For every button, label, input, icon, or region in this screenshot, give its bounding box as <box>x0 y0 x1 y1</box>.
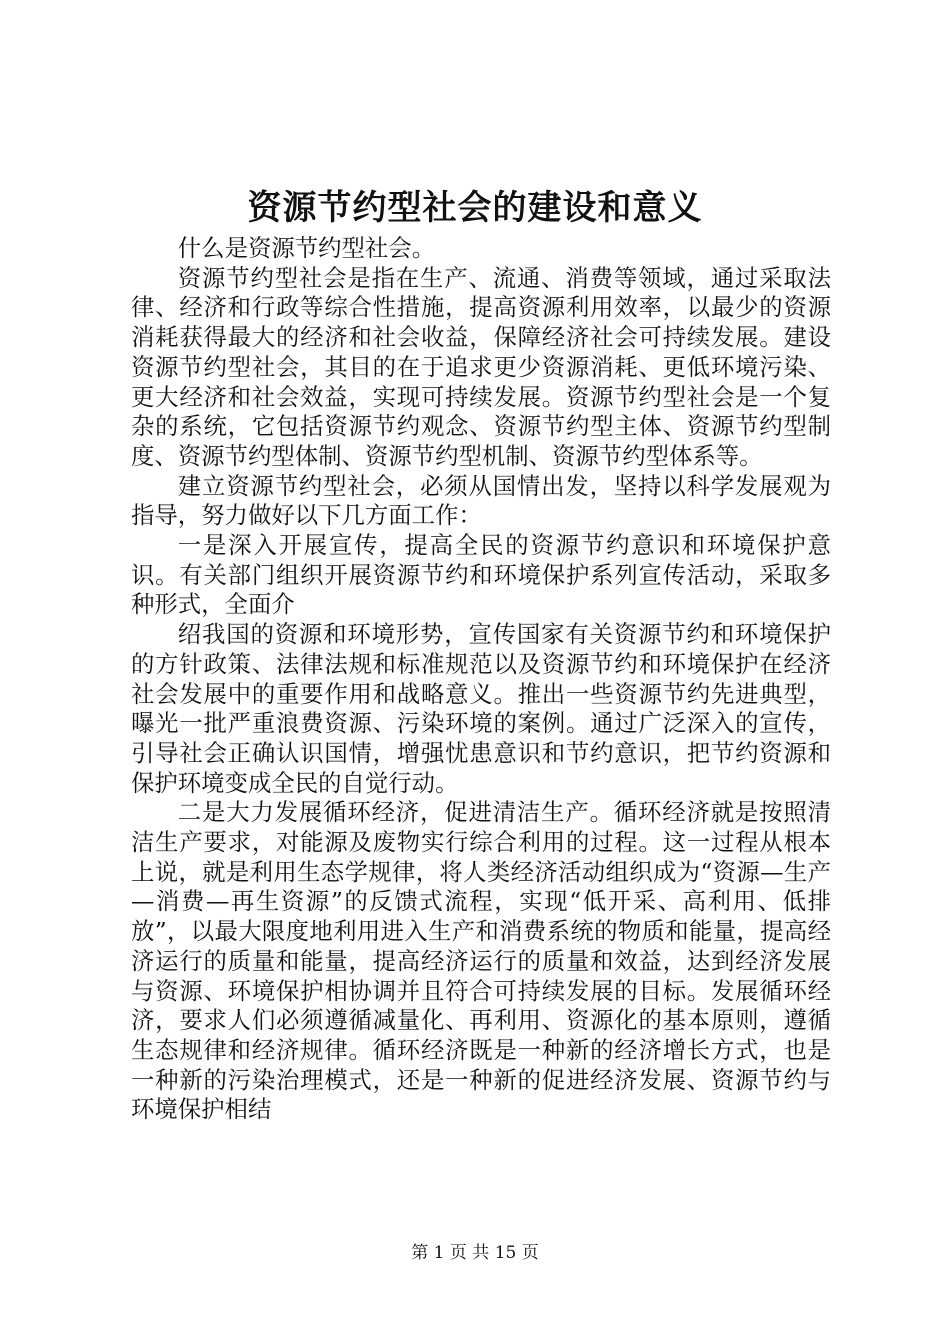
paragraph-point-one-continued: 绍我国的资源和环境形势，宣传国家有关资源节约和环境保护的方针政策、法律法规和标准规范以及资源节约和环境保护在经济社会发展中的重要作用和战略意义。推出一些资源节约先进典型，曝光一批严重浪费资源、污染环境的案例。通过广泛深入的宣传，引导社会正确认识国情，增强忧患意识和节约意识，把节约资源和保护环境变成全民的自觉行动。 <box>131 620 831 797</box>
paragraph-approach: 建立资源节约型社会，必须从国情出发，坚持以科学发展观为指导，努力做好以下几方面工作： <box>131 471 831 530</box>
document-body <box>131 234 831 1125</box>
paragraph-definition: 资源节约型社会是指在生产、流通、消费等领域，通过采取法律、经济和行政等综合性措施，提高资源利用效率，以最少的资源消耗获得最大的经济和社会收益，保障经济社会可持续发展。建设资源节约型社会，其目的在于追求更少资源消耗、更低环境污染、更大经济和社会效益，实现可持续发展。资源节约型社会是一个复杂的系统，它包括资源节约观念、资源节约型主体、资源节约型制度、资源节约型体制、资源节约型机制、资源节约型体系等。 <box>131 263 831 470</box>
paragraph-point-two: 二是大力发展循环经济，促进清洁生产。循环经济就是按照清洁生产要求，对能源及废物实行综合利用的过程。这一过程从根本上说，就是利用生态学规律，将人类经济活动组织成为“资源—生产—消费—再生资源”的反馈式流程，实现“低开采、高利用、低排放”，以最大限度地利用进入生产和消费系统的物质和能量，提高经济运行的质量和能量，提高经济运行的质量和效益，达到经济发展与资源、环境保护相协调并且符合可持续发展的目标。发展循环经济，要求人们必须遵循减量化、再利用、资源化的基本原则，遵循生态规律和经济规律。循环经济既是一种新的经济增长方式，也是一种新的污染治理模式，还是一种新的促进经济发展、资源节约与环境保护相结 <box>131 798 831 1124</box>
paragraph-question: 什么是资源节约型社会。 <box>177 234 436 262</box>
paragraph-point-one: 一是深入开展宣传，提高全民的资源节约意识和环境保护意识。有关部门组织开展资源节约和环境保护系列宣传活动，采取多种形式，全面介 <box>131 531 831 619</box>
document-title: 资源节约型社会的建设和意义 <box>247 188 703 228</box>
page-footer: 第 1 页 共 15 页 <box>411 1243 539 1263</box>
